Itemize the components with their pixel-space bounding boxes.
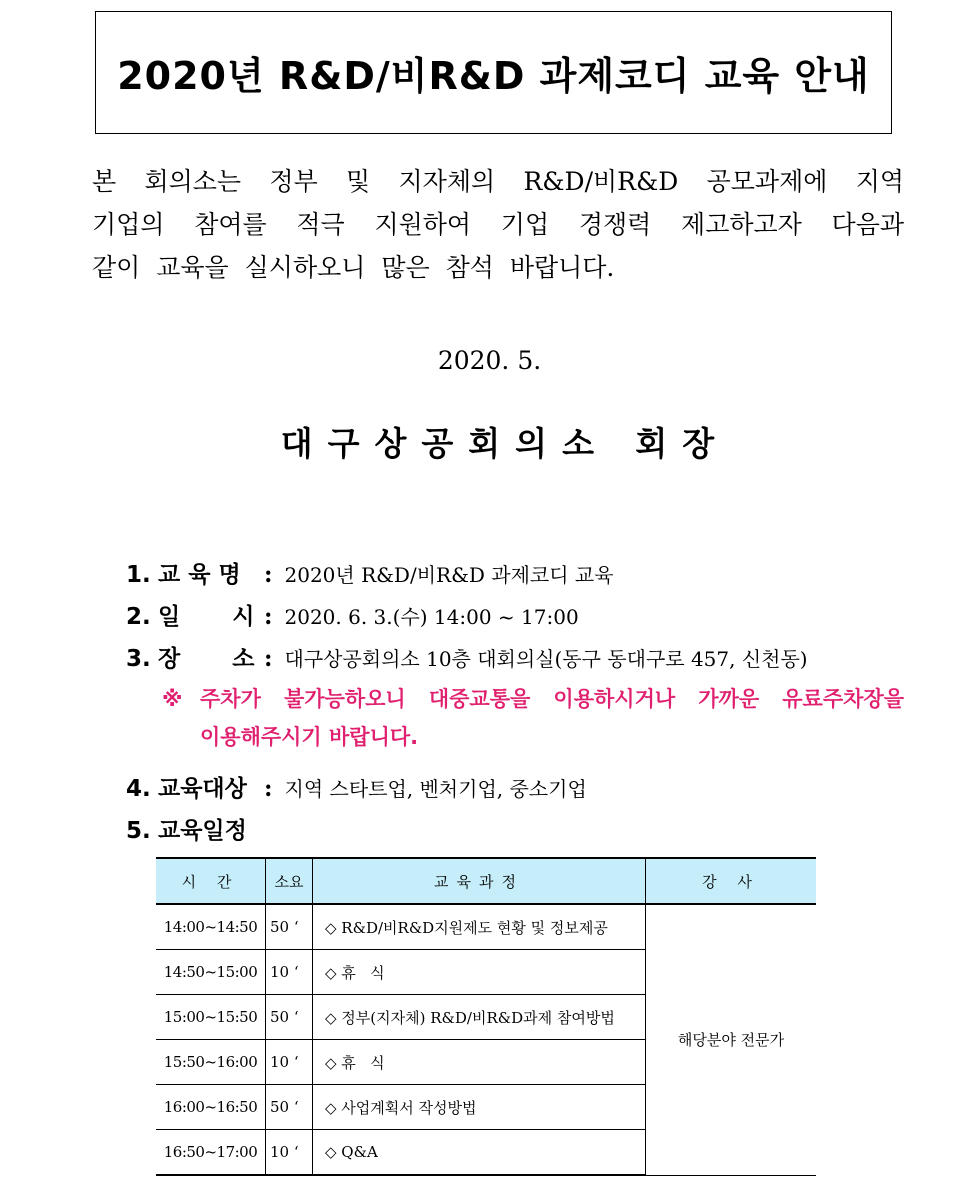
row-time: 15:50~16:00 <box>156 1040 266 1085</box>
row-time: 16:00~16:50 <box>156 1085 266 1130</box>
row-duration: 50 ‘ <box>266 995 313 1040</box>
row-duration: 10 ‘ <box>266 1040 313 1085</box>
item-label <box>158 598 258 631</box>
item-location <box>126 640 808 673</box>
item-label: 교육대상 <box>158 776 247 802</box>
item-number: 5. <box>126 818 151 844</box>
row-duration: 50 ‘ <box>266 1085 313 1130</box>
item-number: 1. <box>126 562 151 588</box>
row-time: 16:50~17:00 <box>156 1130 266 1176</box>
item-label: 교 육 명 <box>158 562 241 588</box>
notice-line-2: 이용해주시기 바랍니다. <box>200 725 419 749</box>
intro-line-1: 본 회의소는 정부 및 지자체의 R&D/비R&D 공모과제에 지역 <box>92 167 904 196</box>
row-duration: 10 ‘ <box>266 950 313 995</box>
item-datetime <box>126 598 579 631</box>
document-title: 2020년 R&D/비R&D 과제코디 교육 안내 <box>117 54 870 98</box>
row-duration: 50 ‘ <box>266 904 313 950</box>
notice-line-1: 주차가 불가능하오니 대중교통을 이용하시거나 가까운 유료주차장을 <box>200 687 904 711</box>
item-label: 교육일정 <box>158 818 247 844</box>
item-target <box>126 770 587 803</box>
row-course: ◇ 정부(지자체) R&D/비R&D과제 참여방법 <box>313 995 646 1040</box>
intro-paragraph <box>92 160 904 246</box>
row-time: 15:00~15:50 <box>156 995 266 1040</box>
item-colon: : <box>264 775 273 802</box>
row-course: ◇ 휴 식 <box>313 950 646 995</box>
header-lecturer: 강 사 <box>646 858 817 904</box>
item-colon: : <box>264 645 273 672</box>
item-number: 3. <box>126 646 151 672</box>
item-value: 2020. 6. 3.(수) 14:00 ~ 17:00 <box>284 605 579 629</box>
table-header-row <box>156 858 816 904</box>
schedule-table <box>156 857 816 1176</box>
document-date: 2020. 5. <box>437 346 542 375</box>
item-course-name <box>126 556 614 589</box>
row-course: ◇ Q&A <box>313 1130 646 1176</box>
row-time: 14:50~15:00 <box>156 950 266 995</box>
row-duration: 10 ‘ <box>266 1130 313 1176</box>
item-label <box>158 640 258 673</box>
item-value: 대구상공회의소 10층 대회의실(동구 동대구로 457, 신천동) <box>284 647 808 671</box>
organization-signature: 대구상공회의소 회장 <box>280 424 730 463</box>
lecturer-cell: 해당분야 전문가 <box>646 904 817 1175</box>
item-label-text: 일 시 <box>158 604 255 630</box>
table-row <box>156 904 816 950</box>
intro-line-2: 기업의 참여를 적극 지원하여 기업 경쟁력 제고하고자 다음과 <box>92 210 904 239</box>
item-number: 2. <box>126 604 151 630</box>
header-duration: 소요 <box>266 858 313 904</box>
item-colon: : <box>264 603 273 630</box>
item-schedule <box>126 812 247 845</box>
item-value: 2020년 R&D/비R&D 과제코디 교육 <box>284 563 614 587</box>
item-label-text: 장 소 <box>158 646 255 672</box>
title-box <box>95 11 892 134</box>
row-course: ◇ R&D/비R&D지원제도 현황 및 정보제공 <box>313 904 646 950</box>
item-number: 4. <box>126 776 151 802</box>
intro-line-3: 같이 교육을 실시하오니 많은 참석 바랍니다. <box>92 253 615 282</box>
row-course: ◇ 휴 식 <box>313 1040 646 1085</box>
row-time: 14:00~14:50 <box>156 904 266 950</box>
item-colon: : <box>264 561 273 588</box>
header-time: 시 간 <box>156 858 266 904</box>
item-value: 지역 스타트업, 벤처기업, 중소기업 <box>284 777 587 801</box>
header-course: 교육과정 <box>313 858 646 904</box>
notice-mark: ※ <box>162 687 183 711</box>
row-course: ◇ 사업계획서 작성방법 <box>313 1085 646 1130</box>
